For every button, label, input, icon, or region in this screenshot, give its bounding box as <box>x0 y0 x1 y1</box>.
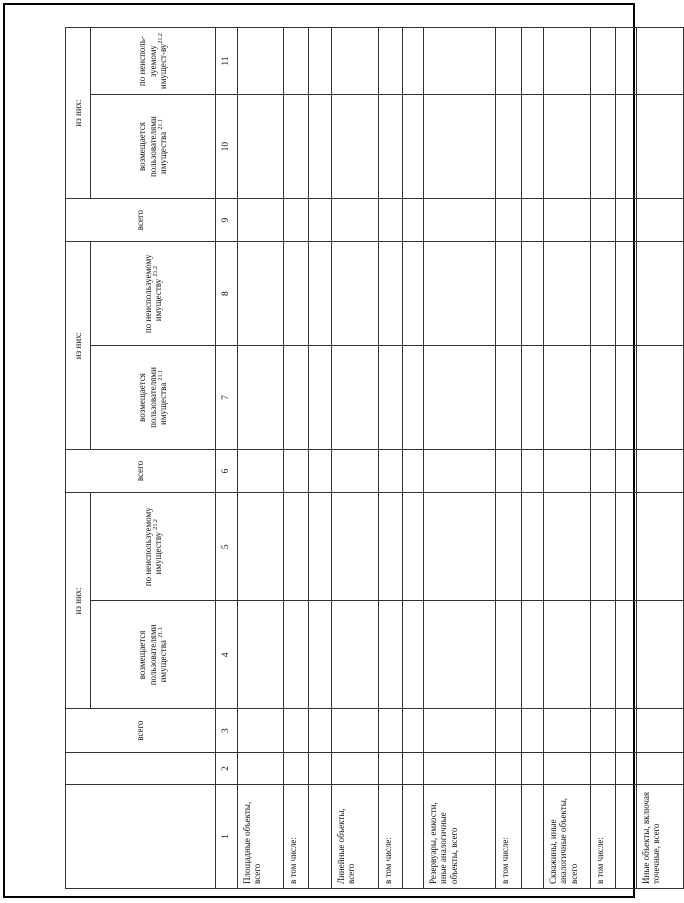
header-vsego-3: всего <box>66 198 216 241</box>
table-cell <box>309 601 332 709</box>
column-number: 11 <box>216 28 238 95</box>
table-cell <box>332 752 379 784</box>
table-body <box>238 28 684 889</box>
table-cell <box>332 198 379 241</box>
column-number: 2 <box>216 752 238 784</box>
table-cell <box>544 493 591 601</box>
table-cell <box>637 709 684 752</box>
table-cell <box>332 346 379 450</box>
table-cell <box>591 95 616 199</box>
table-row <box>403 28 424 889</box>
table-cell <box>522 601 544 709</box>
table-cell <box>284 601 309 709</box>
row-label <box>522 785 544 889</box>
table-cell <box>284 28 309 95</box>
document-page <box>3 3 662 898</box>
table-cell <box>616 198 637 241</box>
column-number: 4 <box>216 601 238 709</box>
row-label: Резервуары, емкости, иные аналогичные объекты, всего <box>424 785 496 889</box>
table-cell <box>616 752 637 784</box>
table-cell <box>309 198 332 241</box>
header-iz-nih-2: из них: <box>66 242 91 450</box>
table-cell <box>544 752 591 784</box>
table-cell <box>496 493 522 601</box>
table-cell <box>332 449 379 492</box>
table-cell <box>591 28 616 95</box>
row-label: в том числе: <box>591 785 616 889</box>
table-cell <box>544 242 591 346</box>
table-cell <box>637 95 684 199</box>
table-cell <box>238 346 284 450</box>
table-cell <box>637 493 684 601</box>
table-cell <box>379 601 403 709</box>
table-cell <box>424 242 496 346</box>
table-cell <box>403 198 424 241</box>
table-cell <box>544 346 591 450</box>
table-cell <box>309 752 332 784</box>
table-cell <box>616 346 637 450</box>
table-cell <box>238 242 284 346</box>
table-cell <box>616 449 637 492</box>
table-cell <box>379 242 403 346</box>
table-cell <box>379 28 403 95</box>
row-label: в том числе: <box>496 785 522 889</box>
table-cell <box>332 493 379 601</box>
table-cell <box>522 95 544 199</box>
table-cell <box>403 493 424 601</box>
table-cell <box>616 28 637 95</box>
table-cell <box>522 198 544 241</box>
column-number: 1 <box>216 785 238 889</box>
row-label: Скважины, иные аналогичные объекты, всего <box>544 785 591 889</box>
table-cell <box>403 346 424 450</box>
table-cell <box>522 346 544 450</box>
table-cell <box>522 709 544 752</box>
table-cell <box>637 601 684 709</box>
table-cell <box>616 493 637 601</box>
column-number: 8 <box>216 242 238 346</box>
table-cell <box>496 28 522 95</box>
column-number: 3 <box>216 709 238 752</box>
table-cell <box>424 493 496 601</box>
table-cell <box>591 242 616 346</box>
table-row <box>616 28 637 889</box>
column-number-row <box>216 28 238 889</box>
table-cell <box>544 198 591 241</box>
table-cell <box>309 493 332 601</box>
table-cell <box>309 709 332 752</box>
table-row <box>332 28 379 889</box>
table-cell <box>424 95 496 199</box>
rotated-table-wrapper <box>65 27 662 889</box>
table-cell <box>496 242 522 346</box>
table-cell <box>284 752 309 784</box>
header-iz-nih-1: из них: <box>66 493 91 709</box>
table-cell <box>403 449 424 492</box>
header-iz-nih-3: из них: <box>66 28 91 199</box>
row-label <box>403 785 424 889</box>
table-cell <box>637 28 684 95</box>
table-cell <box>496 198 522 241</box>
row-label: Иные объекты, включая точечные, всего <box>637 785 684 889</box>
table-cell <box>238 601 284 709</box>
table-cell <box>424 28 496 95</box>
table-cell <box>403 95 424 199</box>
table-cell <box>284 95 309 199</box>
table-cell <box>238 709 284 752</box>
table-cell <box>379 95 403 199</box>
row-label: Линейные объекты, всего <box>332 785 379 889</box>
table-cell <box>284 242 309 346</box>
table-cell <box>637 449 684 492</box>
table-cell <box>238 95 284 199</box>
table-cell <box>379 709 403 752</box>
table-cell <box>379 198 403 241</box>
header-row-top <box>66 28 91 889</box>
table-cell <box>591 709 616 752</box>
table-cell <box>637 242 684 346</box>
table-cell <box>309 28 332 95</box>
table-cell <box>403 242 424 346</box>
table-cell <box>544 95 591 199</box>
table-cell <box>522 752 544 784</box>
table-cell <box>309 95 332 199</box>
table-cell <box>424 601 496 709</box>
table-row <box>379 28 403 889</box>
table-cell <box>544 601 591 709</box>
table-cell <box>616 709 637 752</box>
header-neisp-3: по неисполь-зуемому имущест-$ву^{21.2}$ <box>91 28 216 95</box>
table-cell <box>332 242 379 346</box>
header-neisp-1: по неиспользуемому имуществу $^{21.2}$ <box>91 493 216 601</box>
table-cell <box>238 493 284 601</box>
table-cell <box>591 493 616 601</box>
rotated-table-frame <box>65 27 662 889</box>
property-costs-table <box>65 27 684 889</box>
table-cell <box>238 449 284 492</box>
table-cell <box>379 752 403 784</box>
table-cell <box>544 709 591 752</box>
table-row <box>496 28 522 889</box>
table-row <box>544 28 591 889</box>
header-vozm-1: возмещается пользователями имущества $^{21.1}$ <box>91 601 216 709</box>
table-cell <box>424 752 496 784</box>
table-cell <box>496 95 522 199</box>
column-number: 9 <box>216 198 238 241</box>
table-row <box>522 28 544 889</box>
table-cell <box>284 493 309 601</box>
table-cell <box>309 242 332 346</box>
table-cell <box>591 601 616 709</box>
table-cell <box>403 28 424 95</box>
table-cell <box>496 601 522 709</box>
table-cell <box>496 752 522 784</box>
table-cell <box>496 449 522 492</box>
table-cell <box>403 601 424 709</box>
header-vsego-2: всего <box>66 449 216 492</box>
table-row <box>284 28 309 889</box>
table-cell <box>424 449 496 492</box>
table-cell <box>591 198 616 241</box>
table-cell <box>522 28 544 95</box>
table-cell <box>522 449 544 492</box>
table-cell <box>424 346 496 450</box>
table-cell <box>637 198 684 241</box>
table-row <box>637 28 684 889</box>
table-cell <box>284 198 309 241</box>
row-label: Площадные объекты, всего <box>238 785 284 889</box>
header-vozm-3: возмещается пользователями имущества $^{21.1}$ <box>91 95 216 199</box>
table-cell <box>284 346 309 450</box>
column-number: 10 <box>216 95 238 199</box>
table-cell <box>379 493 403 601</box>
table-cell <box>424 198 496 241</box>
table-cell <box>591 752 616 784</box>
table-cell <box>332 95 379 199</box>
header-vsego-1: всего <box>66 709 216 752</box>
table-cell <box>637 752 684 784</box>
table-cell <box>379 449 403 492</box>
row-label <box>309 785 332 889</box>
table-cell <box>496 346 522 450</box>
column-number: 5 <box>216 493 238 601</box>
table-cell <box>284 709 309 752</box>
table-cell <box>424 709 496 752</box>
table-row <box>309 28 332 889</box>
table-cell <box>637 346 684 450</box>
table-cell <box>238 752 284 784</box>
row-label <box>616 785 637 889</box>
table-cell <box>591 346 616 450</box>
table-cell <box>309 449 332 492</box>
row-label: в том числе: <box>379 785 403 889</box>
table-cell <box>591 449 616 492</box>
table-cell <box>522 242 544 346</box>
table-cell <box>284 449 309 492</box>
table-row <box>424 28 496 889</box>
header-blank-col1 <box>66 785 216 889</box>
table-cell <box>616 95 637 199</box>
table-cell <box>496 709 522 752</box>
column-number: 7 <box>216 346 238 450</box>
table-cell <box>238 198 284 241</box>
header-neisp-2: по неиспользуемому имуществу $^{21.2}$ <box>91 242 216 346</box>
header-blank-col2 <box>66 752 216 784</box>
table-cell <box>544 449 591 492</box>
table-cell <box>616 601 637 709</box>
table-cell <box>616 242 637 346</box>
table-cell <box>238 28 284 95</box>
table-row <box>591 28 616 889</box>
table-cell <box>522 493 544 601</box>
table-cell <box>544 28 591 95</box>
row-label: в том числе: <box>284 785 309 889</box>
table-cell <box>332 601 379 709</box>
table-cell <box>332 28 379 95</box>
table-cell <box>403 752 424 784</box>
table-cell <box>332 709 379 752</box>
header-vozm-2: возмещается пользователями имущества $^{21.1}$ <box>91 346 216 450</box>
table-row <box>238 28 284 889</box>
table-cell <box>309 346 332 450</box>
table-cell <box>379 346 403 450</box>
column-number: 6 <box>216 449 238 492</box>
table-cell <box>403 709 424 752</box>
